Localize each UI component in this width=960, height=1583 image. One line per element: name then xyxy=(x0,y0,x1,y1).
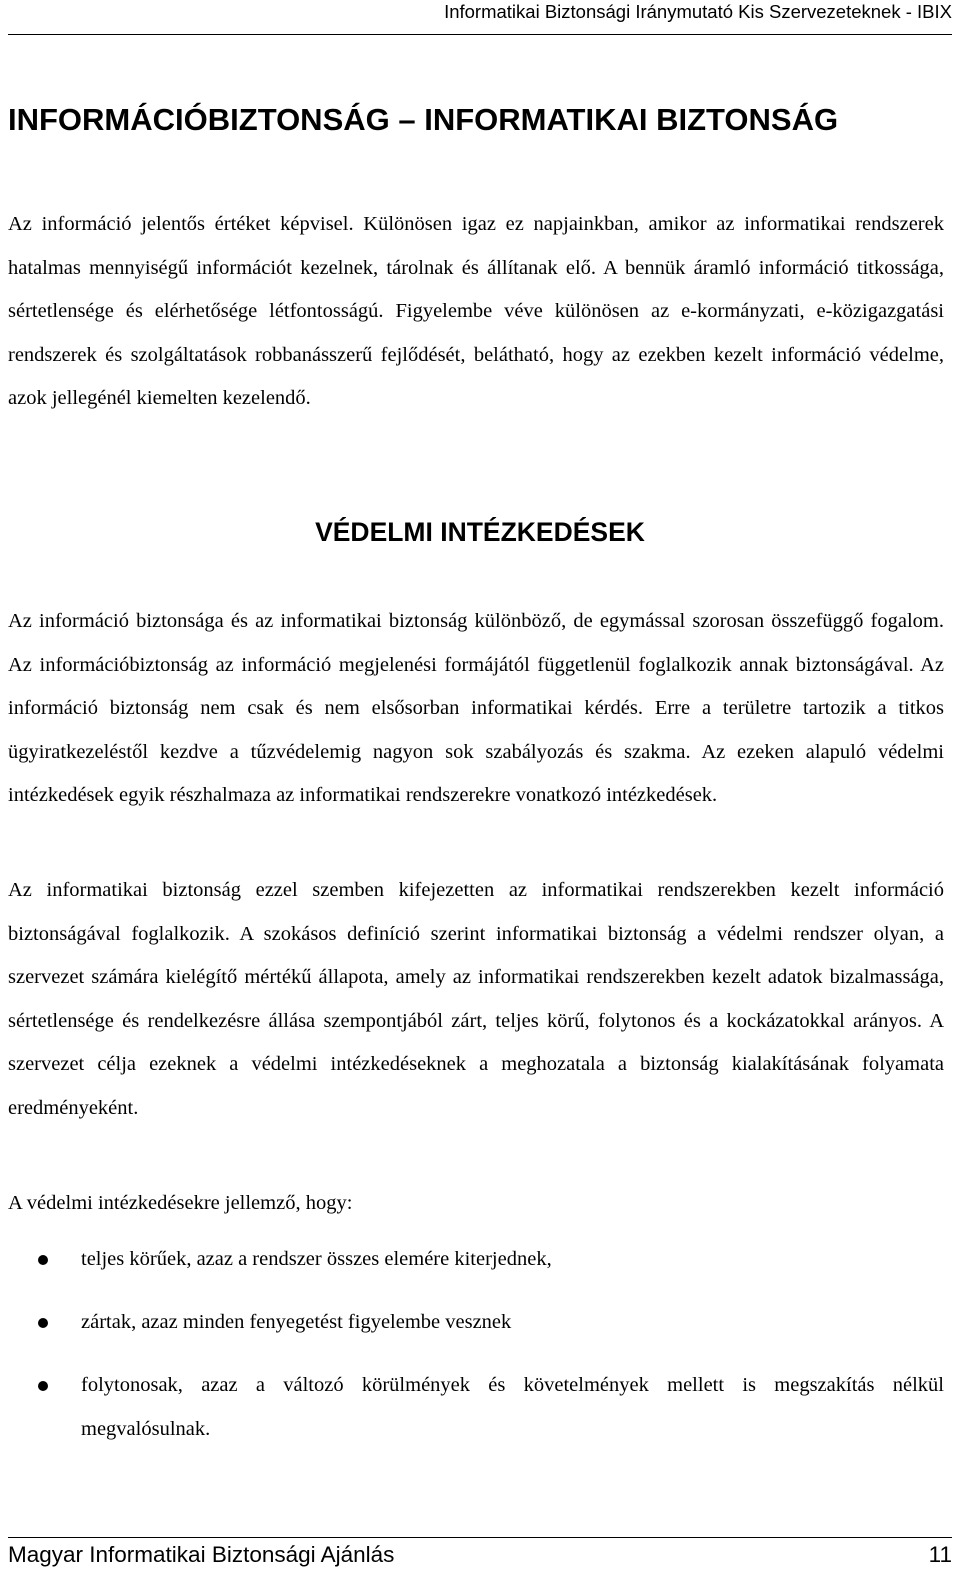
section-heading: VÉDELMI INTÉZKEDÉSEK xyxy=(315,517,645,547)
page-number: 11 xyxy=(928,1542,952,1567)
bullet-list xyxy=(8,1238,944,1451)
list-intro: A védelmi intézkedésekre jellemző, hogy: xyxy=(8,1192,353,1214)
list-item xyxy=(8,1301,944,1345)
footer-title: Magyar Informatikai Biztonsági Ajánlás xyxy=(8,1542,395,1567)
bullet-icon xyxy=(38,1318,48,1328)
intro-paragraph: Az információ jelentős értéket képvisel. Különösen igaz ez napjainkban, amikor az informatikai rendszerek hatalmas mennyiségű információt kezelnek, tárolnak és állítanak elő. A bennük áramló információ titkossága, sértetlensége és elérhetősége létfontosságú. Figyelembe véve különösen az e-kormányzati, e-közigazgatási rendszerek és szolgáltatások robbanásszerű fejlődését, belátható, hogy az ezekben kezelt információ védelme, azok jellegénél kiemelten kezelendő. xyxy=(8,213,944,409)
page-footer xyxy=(8,1537,952,1578)
bullet-icon xyxy=(38,1381,48,1391)
page-title: INFORMÁCIÓBIZTONSÁG – INFORMATIKAI BIZTONSÁG xyxy=(8,102,839,137)
page-header xyxy=(8,0,952,35)
list-item xyxy=(8,1238,944,1282)
bullet-icon xyxy=(38,1255,48,1265)
section-paragraph-2: Az informatikai biztonság ezzel szemben kifejezetten az informatikai rendszerekben kezelt információ biztonságával foglalkozik. A szokásos definíció szerint informatikai biztonság a védelmi rendszer olyan, a szervezet számára kielégítő mértékű állapota, amely az informatikai rendszerekben kezelt adatok bizalmassága, sértetlensége és rendelkezésre állása szempontjából zárt, teljes körű, folytonos és a kockázatokkal arányos. A szervezet célja ezeknek a védelmi intézkedéseknek a meghozatala a biztonság kialakításának folyamata eredményeként. xyxy=(8,879,944,1119)
header-title: Informatikai Biztonsági Iránymutató Kis Szervezeteknek - IBIX xyxy=(444,1,952,22)
list-item xyxy=(8,1364,944,1451)
list-item-text: zártak, azaz minden fenyegetést figyelembe vesznek xyxy=(81,1311,512,1333)
section-paragraph-1: Az információ biztonsága és az informatikai biztonság különböző, de egymással szorosan összefüggő fogalom. Az információbiztonság az információ megjelenési formájától függetlenül foglalkozik annak biztonságával. Az információ biztonság nem csak és nem elsősorban informatikai kérdés. Erre a területre tartozik a titkos ügyiratkezeléstől kezdve a tűzvédelemig nagyon sok szabályozás és szakma. Az ezeken alapuló védelmi intézkedések egyik részhalmaza az informatikai rendszerekre vonatkozó intézkedések. xyxy=(8,610,944,806)
list-item-text: folytonosak, azaz a változó körülmények és követelmények mellett is megszakítás nélkül megvalósulnak. xyxy=(81,1374,944,1440)
list-item-text: teljes körűek, azaz a rendszer összes elemére kiterjednek, xyxy=(81,1248,552,1270)
